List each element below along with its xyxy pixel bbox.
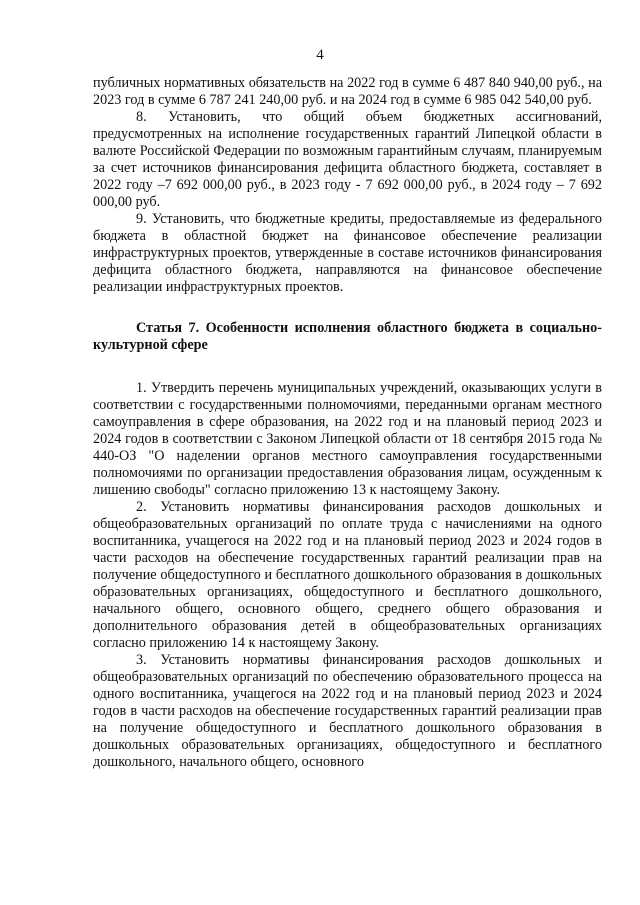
paragraph-continuation: публичных нормативных обязательств на 2022 год в сумме 6 487 840 940,00 руб., на 2023 год в сумме 6 787 241 240,00 руб. и на 2024 год в сумме 6 985 042 540,00 руб. — [93, 75, 602, 108]
article-paragraph-2: 2. Установить нормативы финансирования расходов дошкольных и общеобразовательных организаций по оплате труда с начислениями на одного воспитанника, учащегося на 2022 год и на плановый период 2023 и 2024 годов в части расходов на обеспечение государственных гарантий реализации прав на получение общедоступного и бесплатного дошкольного образования в дошкольных образовательных организациях, общедоступного и бесплатного дошкольного, начального общего, основного общего, среднего общего образования и дополнительного образования детей в общеобразовательных организациях согласно приложению 14 к настоящему Закону. — [93, 499, 602, 651]
spacer — [93, 354, 602, 380]
paragraph-item-8: 8. Установить, что общий объем бюджетных ассигнований, предусмотренных на исполнение государственных гарантий Липецкой области в валюте Российской Федерации по возможным гарантийным случаям, планируемым за счет источников финансирования дефицита областного бюджета, составляет в 2022 году –7 692 000,00 руб., в 2023 году - 7 692 000,00 руб., в 2024 году – 7 692 000,00 руб. — [93, 109, 602, 210]
spacer — [93, 296, 602, 320]
article-paragraph-1: 1. Утвердить перечень муниципальных учреждений, оказывающих услуги в соответствии с государственными полномочиями, переданными органам местного самоуправления в сфере образования, на 2022 год и на плановый период 2023 и 2024 годов в соответствии с Законом Липецкой области от 18 сентября 2015 года № 440-ОЗ "О наделении органов местного самоуправления государственными полномочиями по организации предоставления образования лицам, осужденным к лишению свободы" согласно приложению 13 к настоящему Закону. — [93, 380, 602, 498]
article-heading: Статья 7. Особенности исполнения областного бюджета в социально-культурной сфере — [93, 320, 602, 353]
page-number: 4 — [316, 47, 324, 63]
article-paragraph-3: 3. Установить нормативы финансирования расходов дошкольных и общеобразовательных организаций по обеспечению образовательного процесса на одного воспитанника, учащегося на 2022 год и на плановый период 2023 и 2024 годов в части расходов на обеспечение государственных гарантий реализации прав на получение общедоступного и бесплатного дошкольного образования в дошкольных образовательных организациях, общедоступного и бесплатного дошкольного, начального общего, основного — [93, 652, 602, 770]
paragraph-item-9: 9. Установить, что бюджетные кредиты, предоставляемые из федерального бюджета в областной бюджет на финансовое обеспечение реализации инфраструктурных проектов, утвержденные в составе источников финансирования дефицита областного бюджета, направляются на финансовое обеспечение реализации инфраструктурных проектов. — [93, 211, 602, 295]
document-body — [93, 75, 602, 771]
